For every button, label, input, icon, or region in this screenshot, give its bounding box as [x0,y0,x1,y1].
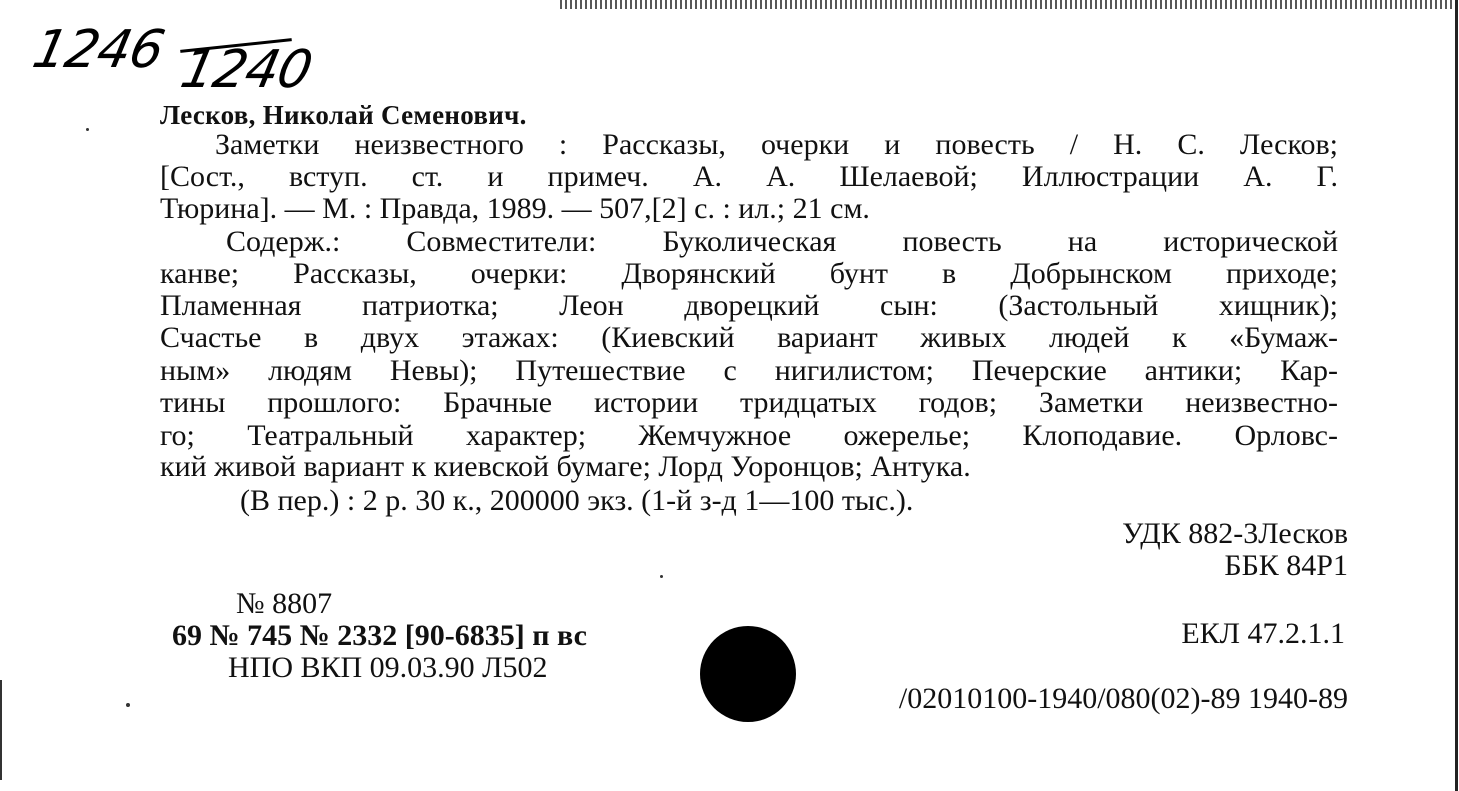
udk-code: УДК 882-3Лесков [1122,517,1348,550]
contents-line-8: кий живой вариант к киевской бумаге; Лорд Уоронцов; Антука. [160,450,971,483]
author-heading: Лесков, Николай Семенович. [160,100,527,130]
ink-speck [126,703,130,707]
record-line: 69 № 745 № 2332 [90-6835] п вс [172,619,587,652]
card-left-edge [0,680,2,780]
price-line: (В пер.) : 2 р. 30 к., 200000 экз. (1-й з-д 1—100 тыс.). [240,484,914,517]
ekl-code: ЕКЛ 47.2.1.1 [1181,617,1345,650]
title-line-3: Тюрина]. — М. : Правда, 1989. — 507,[2] с. : ил.; 21 см. [160,192,870,225]
contents-line-3: Пламенная патриотка; Леон дворецкий сын: (Застольный хищник); [160,289,1338,322]
contents-line-1: Содерж.: Совместители: Буколическая повесть на исторической [226,225,1338,258]
title-line-2: [Сост., вступ. ст. и примеч. А. А. Шелаевой; Иллюстрации А. Г. [160,160,1338,193]
card-top-edge [560,0,1459,9]
handwritten-new-number: 1240 [175,40,317,100]
title-line-1: Заметки неизвестного : Рассказы, очерки и повесть / Н. С. Лесков; [215,128,1338,161]
card-right-edge [1455,0,1458,791]
contents-line-2: канве; Рассказы, очерки: Дворянский бунт в Добрынском приходе; [160,257,1338,290]
handwritten-old-number: 1246 [27,20,169,80]
card-number: № 8807 [236,587,333,620]
contents-line-7: го; Театральный характер; Жемчужное ожерелье; Клоподавие. Орловс- [160,419,1338,452]
catalog-code: /02010100-1940/080(02)-89 1940-89 [898,682,1348,715]
contents-line-6: тины прошлого: Брачные истории тридцатых годов; Заметки неизвестно- [160,386,1338,419]
contents-line-5: ным» людям Невы); Путешествие с нигилистом; Печерские антики; Кар- [160,354,1338,387]
npo-line: НПО ВКП 09.03.90 Л502 [228,651,548,684]
ink-speck [660,575,663,578]
ink-speck [86,128,89,131]
bbk-code: ББК 84Р1 [1224,549,1348,582]
contents-line-4: Счастье в двух этажах: (Киевский вариант живых людей к «Бумаж- [160,321,1338,354]
ink-blot [700,626,796,722]
